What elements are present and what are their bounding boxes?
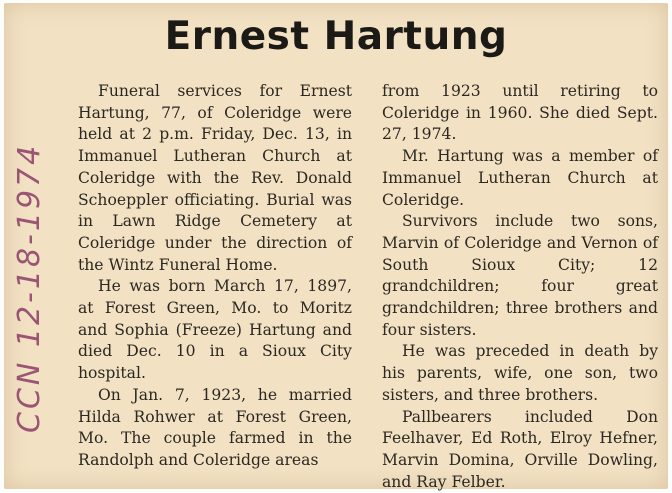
paragraph-continuation: from 1923 until retiring to Coleridge in 1960. She died Sept. 27, 1974.	[382, 82, 658, 144]
paragraph-funeral-services: Funeral services for Ernest Hartung, 77, of Coleridge were held at 2 p.m. Friday, Dec. 13, in Immanuel Lutheran Church at Coleridge with the Rev. Donald Schoeppler officiating. Burial was in Lawn Ridge Cemetery at Coleridge under the direction of the Wintz Funeral Home.	[78, 82, 352, 274]
obituary-headline: Ernest Hartung	[164, 14, 508, 59]
paragraph-pallbearers: Pallbearers included Don Feelhaver, Ed Roth, Elroy Hefner, Marvin Domina, Orville Dowling, and Ray Felber.	[382, 407, 658, 491]
newspaper-clipping	[4, 3, 668, 489]
paragraph-survivors: Survivors include two sons, Marvin of Coleridge and Vernon of South Sioux City; 12 grandchildren; four great grandchildren; three brothers and four sisters.	[382, 212, 658, 339]
handwritten-date-note: CCN 12-18-1974	[12, 142, 47, 433]
paragraph-church-membership: Mr. Hartung was a member of Immanuel Lutheran Church at Coleridge.	[382, 147, 658, 209]
left-column	[78, 81, 352, 472]
paragraph-preceded-in-death: He was preceded in death by his parents, wife, one son, two sisters, and three brothers.	[382, 342, 658, 404]
paragraph-birth: He was born March 17, 1897, at Forest Green, Mo. to Moritz and Sophia (Freeze) Hartung and died Dec. 10 in a Sioux City hospital.	[78, 277, 352, 383]
right-column	[382, 81, 658, 493]
paragraph-marriage: On Jan. 7, 1923, he married Hilda Rohwer at Forest Green, Mo. The couple farmed in the Randolph and Coleridge areas	[78, 385, 352, 469]
